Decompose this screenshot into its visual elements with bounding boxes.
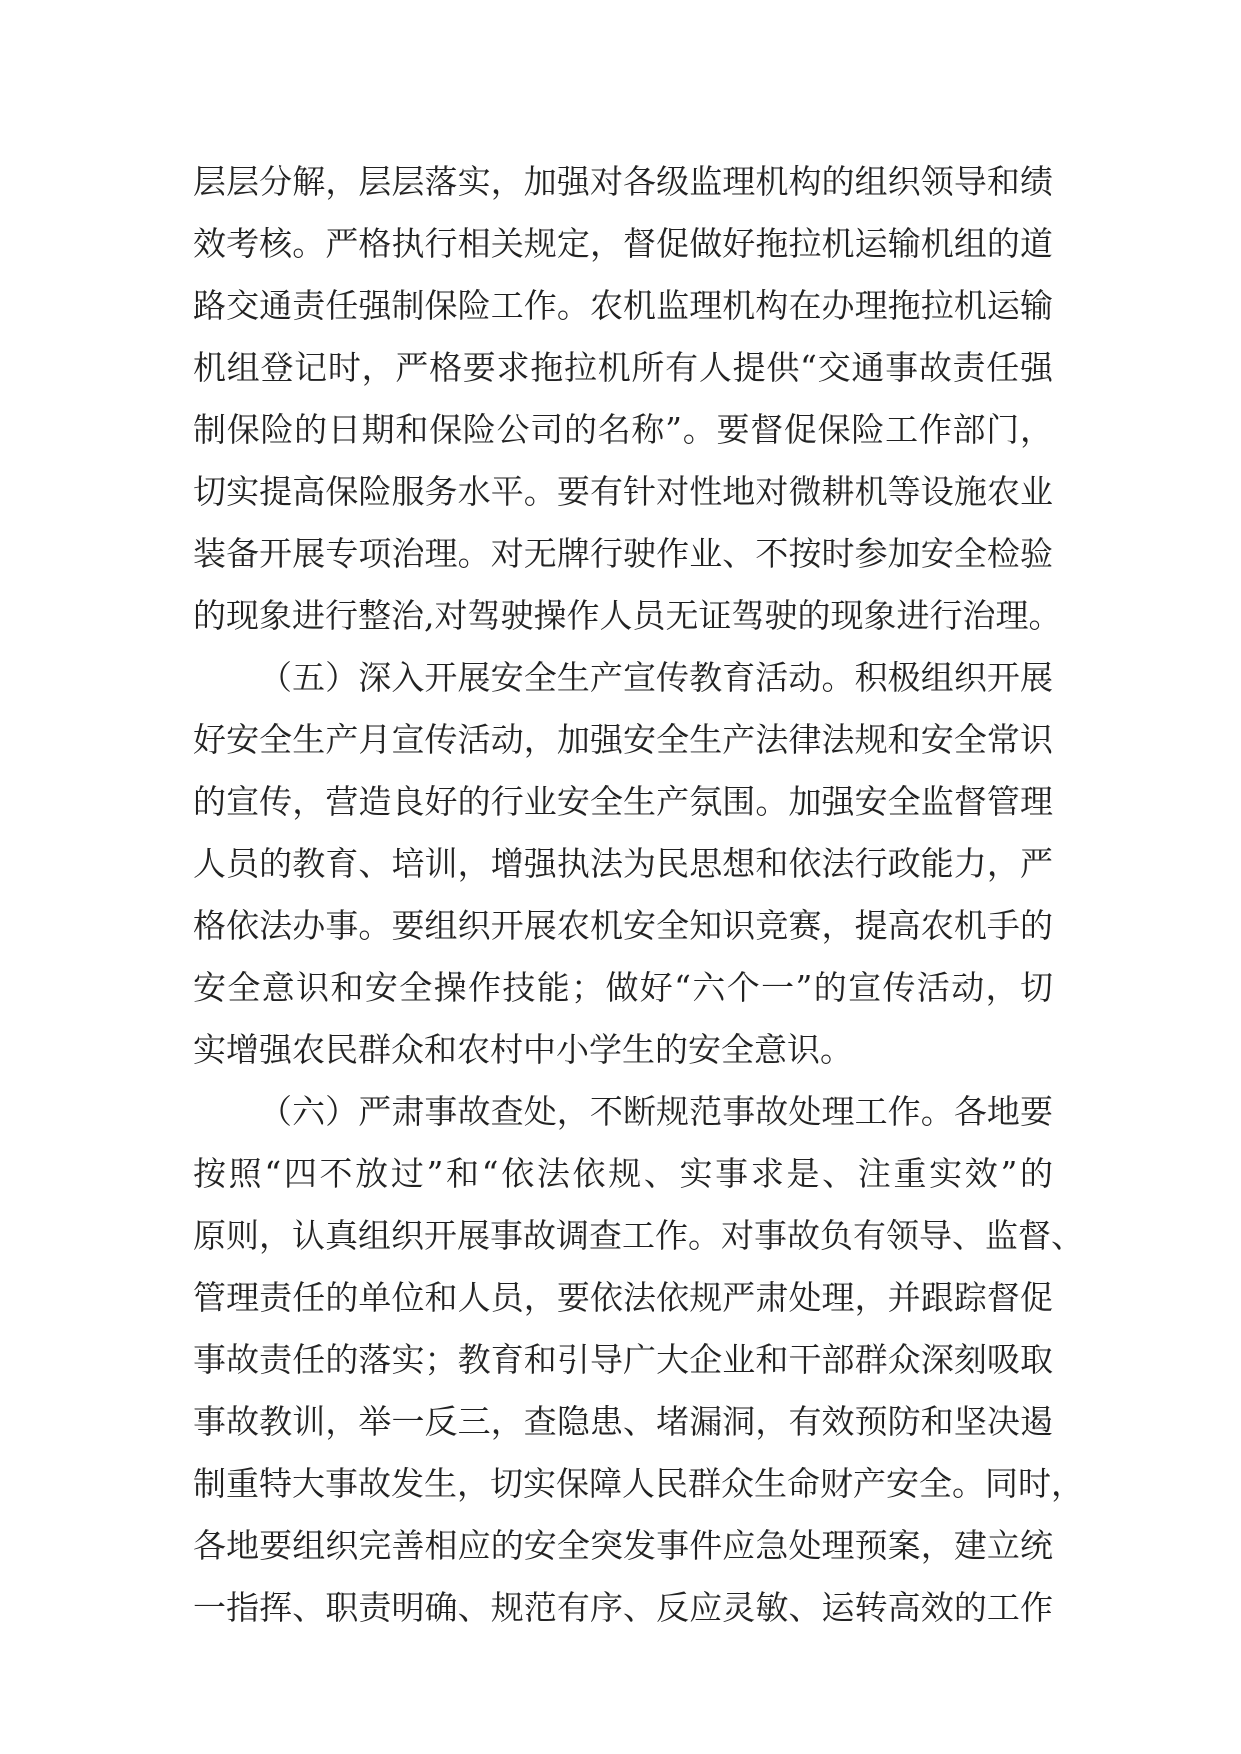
text-line: 制保险的日期和保险公司的名称”。要督促保险工作部门， — [193, 410, 1053, 449]
text-line: 装备开展专项治理。对无牌行驶作业、不按时参加安全检验 — [193, 534, 1053, 573]
text-line: 制重特大事故发生，切实保障人民群众生命财产安全。同时， — [193, 1464, 1084, 1503]
text-line: 安全意识和安全操作技能；做好“六个一”的宣传活动，切 — [193, 968, 1053, 1007]
text-line: 按照“四不放过”和“依法依规、实事求是、注重实效”的 — [193, 1154, 1053, 1193]
text-line: 格依法办事。要组织开展农机安全知识竞赛，提高农机手的 — [193, 906, 1053, 945]
text-line: 原则，认真组织开展事故调查工作。对事故负有领导、监督、 — [193, 1216, 1084, 1255]
text-line: 一指挥、职责明确、规范有序、反应灵敏、运转高效的工作 — [193, 1588, 1053, 1627]
text-line: 人员的教育、培训，增强执法为民思想和依法行政能力，严 — [193, 844, 1053, 883]
text-line: 的宣传，营造良好的行业安全生产氛围。加强安全监督管理 — [193, 782, 1053, 821]
text-line: 各地要组织完善相应的安全突发事件应急处理预案，建立统 — [193, 1526, 1053, 1565]
text-line: 层层分解，层层落实，加强对各级监理机构的组织领导和绩 — [193, 162, 1053, 201]
text-line: 事故教训，举一反三，查隐患、堵漏洞，有效预防和坚决遏 — [193, 1402, 1053, 1441]
text-line: 的现象进行整治,对驾驶操作人员无证驾驶的现象进行治理。 — [193, 596, 1062, 635]
section-heading-line: （五）深入开展安全生产宣传教育活动。积极组织开展 — [259, 658, 1053, 697]
text-line: 机组登记时，严格要求拖拉机所有人提供“交通事故责任强 — [193, 348, 1053, 387]
text-line: 效考核。严格执行相关规定，督促做好拖拉机运输机组的道 — [193, 224, 1053, 263]
text-line: 事故责任的落实；教育和引导广大企业和干部群众深刻吸取 — [193, 1340, 1053, 1379]
body-text — [193, 151, 1084, 1639]
text-line: 好安全生产月宣传活动，加强安全生产法律法规和安全常识 — [193, 720, 1053, 759]
text-line: 路交通责任强制保险工作。农机监理机构在办理拖拉机运输 — [193, 286, 1053, 325]
section-heading-line: （六）严肃事故查处，不断规范事故处理工作。各地要 — [259, 1092, 1053, 1131]
text-line: 切实提高保险服务水平。要有针对性地对微耕机等设施农业 — [193, 472, 1053, 511]
text-line: 管理责任的单位和人员，要依法依规严肃处理，并跟踪督促 — [193, 1278, 1053, 1317]
text-line: 实增强农民群众和农村中小学生的安全意识。 — [193, 1030, 853, 1069]
